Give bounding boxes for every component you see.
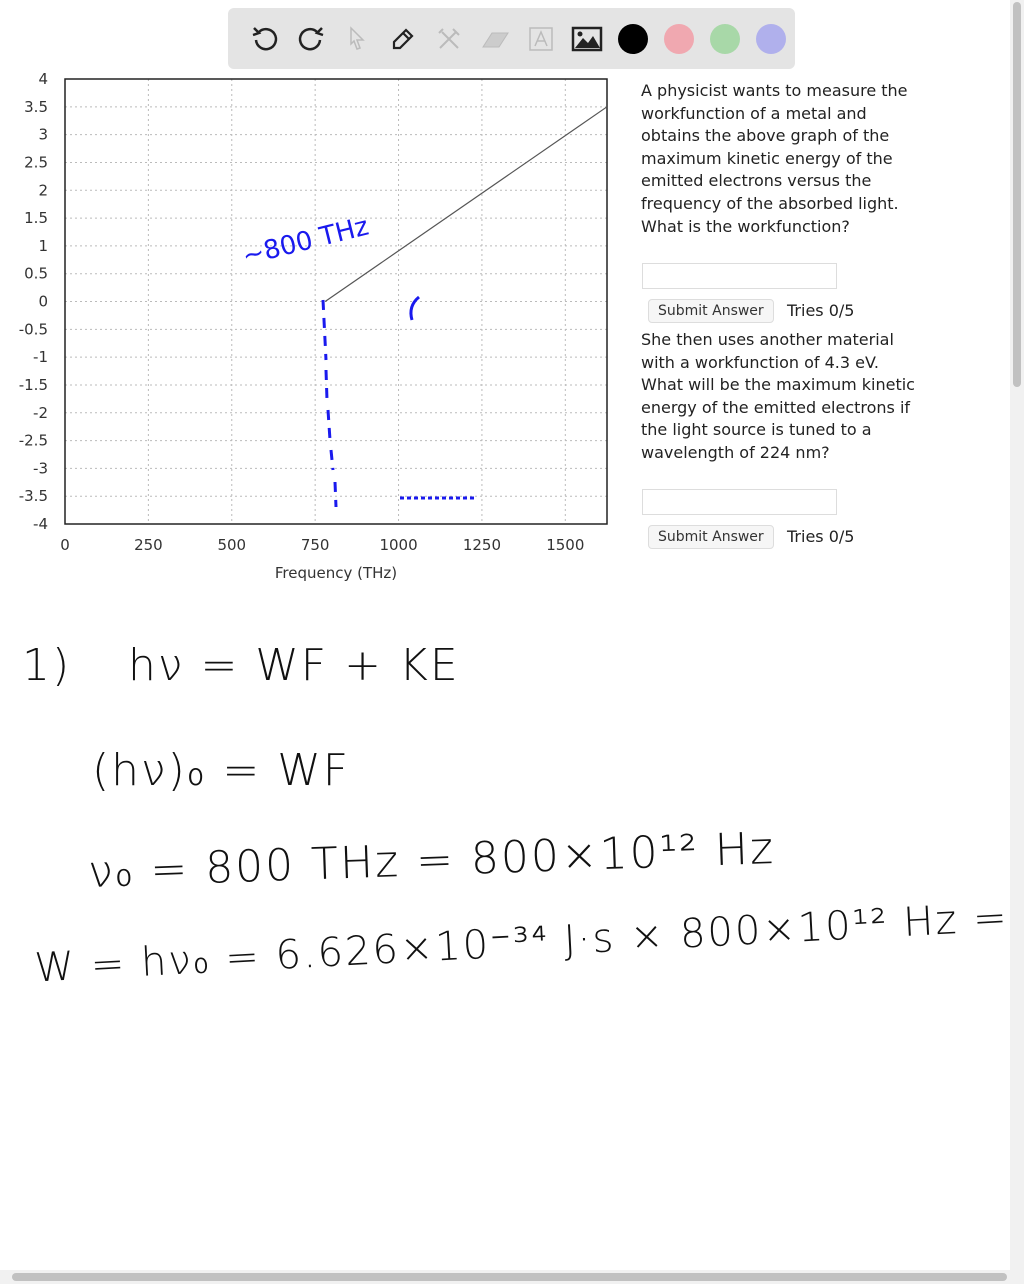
vertical-scrollbar[interactable] bbox=[1010, 0, 1024, 1270]
horizontal-scroll-thumb[interactable] bbox=[12, 1273, 1007, 1281]
x-tick-label: 750 bbox=[300, 536, 330, 554]
tools-icon[interactable] bbox=[426, 19, 472, 59]
undo-icon[interactable] bbox=[242, 19, 288, 59]
y-tick-label: 1.5 bbox=[24, 209, 48, 228]
series-line bbox=[325, 107, 607, 302]
x-tick-label: 250 bbox=[134, 536, 163, 554]
text-icon[interactable] bbox=[518, 19, 564, 59]
x-axis-label: Frequency (THz) bbox=[274, 564, 398, 582]
horizontal-scrollbar[interactable] bbox=[0, 1270, 1024, 1284]
color-pink[interactable] bbox=[664, 24, 694, 54]
y-tick-label: -3.5 bbox=[18, 487, 48, 506]
image-icon[interactable] bbox=[564, 19, 610, 59]
tries-counter-2: Tries 0/5 bbox=[787, 527, 855, 546]
x-tick-label: 500 bbox=[217, 536, 247, 554]
answer-input-2[interactable] bbox=[642, 489, 837, 515]
y-tick-label: 1 bbox=[38, 236, 48, 255]
handwriting-line-1: hν = WF + KE bbox=[128, 640, 460, 691]
question-1-text: A physicist wants to measure the workfunction of a metal and obtains the above graph of the maximum kinetic energy of the emitted electrons versus the frequency of the absorbed light. What is the workfunction? bbox=[641, 81, 908, 236]
y-tick-label: -4 bbox=[33, 515, 48, 533]
y-tick-label: 0 bbox=[38, 292, 48, 311]
x-tick-label: 1000 bbox=[379, 536, 418, 554]
y-tick-label: -2.5 bbox=[18, 431, 48, 450]
x-tick-label: 0 bbox=[60, 536, 70, 554]
y-tick-label: -3 bbox=[33, 459, 48, 478]
y-tick-label: 2.5 bbox=[24, 153, 48, 172]
pen-icon[interactable] bbox=[380, 19, 426, 59]
vertical-scroll-thumb[interactable] bbox=[1013, 2, 1021, 387]
color-purple[interactable] bbox=[756, 24, 786, 54]
handwritten-mark bbox=[411, 297, 419, 320]
submit-answer-button-1[interactable]: Submit Answer bbox=[648, 299, 774, 323]
tries-counter-1: Tries 0/5 bbox=[787, 301, 855, 320]
answer-input-1[interactable] bbox=[642, 263, 837, 289]
x-tick-label: 1250 bbox=[462, 536, 502, 554]
handwritten-dashed-line bbox=[323, 300, 336, 507]
y-tick-label: -0.5 bbox=[18, 320, 48, 339]
y-tick-label: 3 bbox=[38, 125, 48, 144]
handwritten-annotation: ~800 THz bbox=[239, 211, 372, 272]
y-tick-label: -1 bbox=[33, 348, 48, 367]
handwriting-line-2: (hν)₀ = WF bbox=[92, 745, 351, 796]
y-tick-label: -1.5 bbox=[18, 375, 48, 394]
question-2-text: She then uses another material with a workfunction of 4.3 eV. What will be the maximum kinetic energy of the emitted electrons if the light source is tuned to a wavelength of 224 nm? bbox=[641, 330, 915, 462]
x-tick-label: 1500 bbox=[546, 536, 585, 554]
handwriting-step-number: 1) bbox=[22, 640, 72, 691]
y-tick-label: 0.5 bbox=[24, 264, 48, 283]
y-tick-label: -2 bbox=[33, 403, 48, 422]
submit-answer-button-2[interactable]: Submit Answer bbox=[648, 525, 774, 549]
handwriting-line-4: W = hν₀ = 6.626×10⁻³⁴ J·s × 800×10¹² Hz = bbox=[33, 894, 1010, 992]
color-green[interactable] bbox=[710, 24, 740, 54]
redo-icon[interactable] bbox=[288, 19, 334, 59]
y-tick-label: 3.5 bbox=[24, 97, 48, 116]
kinetic-energy-chart bbox=[0, 60, 630, 590]
eraser-icon[interactable] bbox=[472, 19, 518, 59]
y-tick-label: 2 bbox=[38, 181, 48, 200]
y-tick-label: 4 bbox=[38, 70, 48, 88]
handwriting-line-3: ν₀ = 800 THz = 800×10¹² Hz bbox=[87, 823, 776, 898]
color-black[interactable] bbox=[618, 24, 648, 54]
select-icon[interactable] bbox=[334, 19, 380, 59]
